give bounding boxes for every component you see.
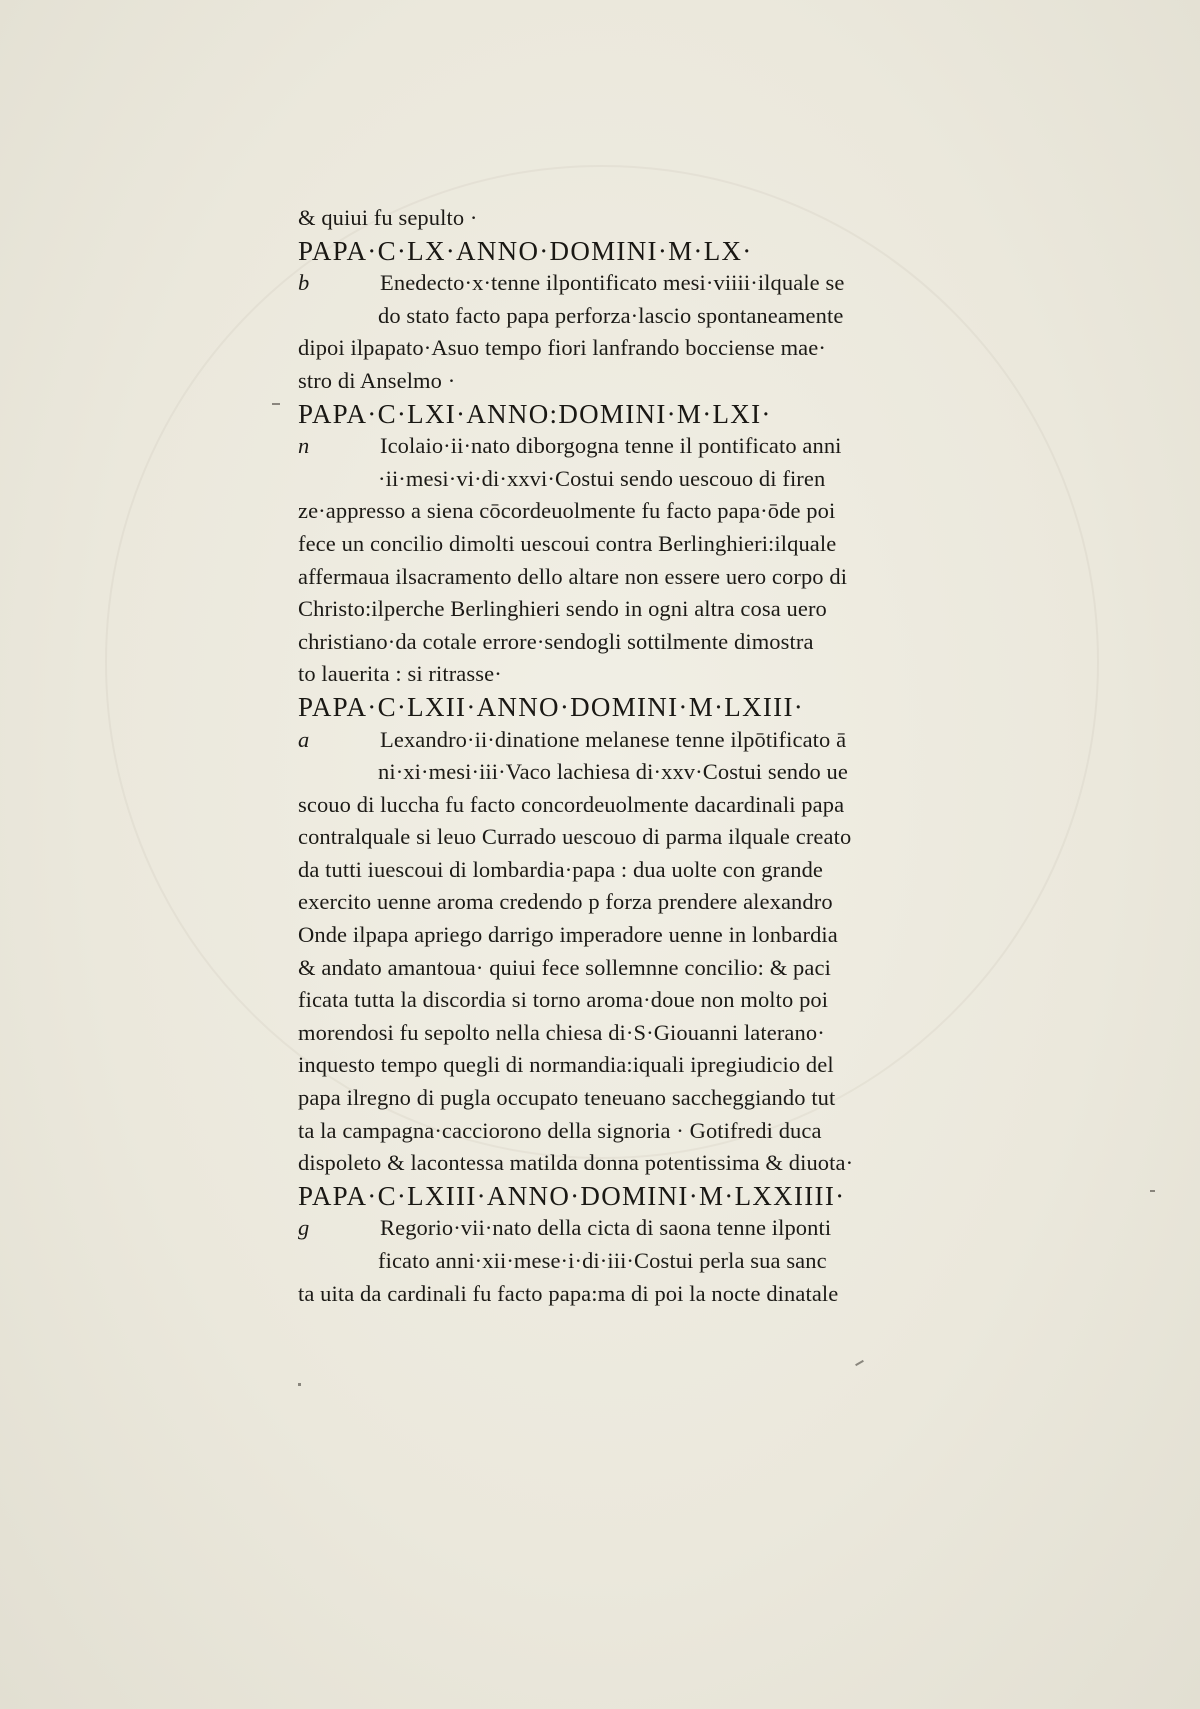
- guide-letter: g: [298, 1215, 310, 1241]
- pope-heading: [298, 235, 1018, 268]
- pope-heading: [298, 398, 1018, 431]
- line-text: ze·appresso a siena cōcordeuolmente fu facto papa·ōde poi: [298, 498, 836, 524]
- line-text: contralquale si leuo Currado uescouo di parma ilquale creato: [298, 824, 852, 850]
- text-line: [298, 463, 1018, 496]
- line-text: ni·xi·mesi·iii·Vaco lachiesa di·xxv·Costui sendo ue: [378, 759, 848, 785]
- incunable-text-block: [298, 202, 1018, 1310]
- line-text: scouo di luccha fu facto concordeuolmente dacardinali papa: [298, 791, 845, 817]
- text-line: [298, 854, 1018, 887]
- line-text: inquesto tempo quegli di normandia:iquali ipregiudicio del: [298, 1052, 834, 1078]
- text-line: [298, 1017, 1018, 1050]
- line-text: PAPA·C·LXIII·ANNO·DOMINI·M·LXXIIII·: [298, 1180, 846, 1211]
- text-line: [298, 984, 1018, 1017]
- margin-mark: [272, 403, 280, 405]
- line-text: dispoleto & lacontessa matilda donna potentissima & diuota·: [298, 1150, 854, 1176]
- line-text: Lexandro·ii·dinatione melanese tenne ilpōtificato ā: [380, 726, 847, 752]
- line-text: do stato facto papa perforza·lascio spontaneamente: [378, 302, 844, 328]
- text-line: [298, 821, 1018, 854]
- line-text: Regorio·vii·nato della cicta di saona tenne ilponti: [380, 1215, 832, 1241]
- text-line: [298, 1212, 1018, 1245]
- line-text: ficata tutta la discordia si torno aroma·doue non molto poi: [298, 987, 829, 1013]
- text-line: [298, 528, 1018, 561]
- text-line: [298, 724, 1018, 757]
- line-text: ta la campagna·cacciorono della signoria · Gotifredi duca: [298, 1117, 822, 1143]
- line-text: affermaua ilsacramento dello altare non essere uero corpo di: [298, 563, 848, 589]
- text-line: [298, 1245, 1018, 1278]
- text-line: [298, 919, 1018, 952]
- guide-letter: n: [298, 433, 310, 459]
- line-text: da tutti iuescoui di lombardia·papa : dua uolte con grande: [298, 856, 824, 882]
- guide-letter: a: [298, 726, 310, 752]
- line-text: exercito uenne aroma credendo p forza prendere alexandro: [298, 889, 833, 915]
- line-text: Icolaio·ii·nato diborgogna tenne il pontificato anni: [380, 433, 842, 459]
- text-line: [298, 626, 1018, 659]
- line-text: ·ii·mesi·vi·di·xxvi·Costui sendo uescouo di firen: [378, 465, 826, 491]
- text-line: [298, 1049, 1018, 1082]
- margin-mark: [855, 1360, 864, 1366]
- line-text: ta uita da cardinali fu facto papa:ma di poi la nocte dinatale: [298, 1280, 839, 1306]
- text-line: [298, 756, 1018, 789]
- line-text: Christo:ilperche Berlinghieri sendo in ogni altra cosa uero: [298, 596, 827, 622]
- text-line: [298, 300, 1018, 333]
- text-line: [298, 789, 1018, 822]
- line-text: stro di Anselmo ·: [298, 367, 456, 393]
- line-text: to lauerita : si ritrasse·: [298, 661, 502, 687]
- text-line: [298, 495, 1018, 528]
- text-line: [298, 1115, 1018, 1148]
- text-line: [298, 886, 1018, 919]
- text-line: [298, 1147, 1018, 1180]
- text-line: [298, 952, 1018, 985]
- text-line: [298, 593, 1018, 626]
- guide-letter: b: [298, 270, 310, 296]
- line-text: Enedecto·x·tenne ilpontificato mesi·viiii·ilquale se: [380, 270, 845, 296]
- line-text: & andato amantoua· quiui fece sollemnne concilio: & paci: [298, 954, 831, 980]
- line-text: PAPA·C·LXII·ANNO·DOMINI·M·LXIII·: [298, 691, 805, 722]
- text-line: [298, 561, 1018, 594]
- line-text: PAPA·C·LXI·ANNO:DOMINI·M·LXI·: [298, 398, 772, 429]
- margin-mark: [1150, 1190, 1155, 1192]
- line-text: christiano·da cotale errore·sendogli sottilmente dimostra: [298, 628, 814, 654]
- pope-heading: [298, 691, 1018, 724]
- text-line: [298, 202, 1018, 235]
- line-text: fece un concilio dimolti uescoui contra Berlinghieri:ilquale: [298, 530, 837, 556]
- text-line: [298, 1082, 1018, 1115]
- line-text: papa ilregno di pugla occupato teneuano saccheggiando tut: [298, 1085, 836, 1111]
- line-text: & quiui fu sepulto ·: [298, 205, 478, 230]
- text-line: [298, 365, 1018, 398]
- pope-heading: [298, 1180, 1018, 1213]
- line-text: ficato anni·xii·mese·i·di·iii·Costui perla sua sanc: [378, 1248, 827, 1273]
- text-line: [298, 658, 1018, 691]
- margin-mark: [298, 1383, 301, 1386]
- line-text: Onde ilpapa apriego darrigo imperadore uenne in lonbardia: [298, 922, 838, 948]
- line-text: PAPA·C·LX·ANNO·DOMINI·M·LX·: [298, 235, 753, 266]
- text-line: [298, 267, 1018, 300]
- line-text: morendosi fu sepolto nella chiesa di·S·Giouanni laterano·: [298, 1019, 825, 1045]
- text-line: [298, 430, 1018, 463]
- text-line: [298, 1278, 1018, 1311]
- text-line: [298, 332, 1018, 365]
- line-text: dipoi ilpapato·Asuo tempo fiori lanfrando bocciense mae·: [298, 335, 826, 361]
